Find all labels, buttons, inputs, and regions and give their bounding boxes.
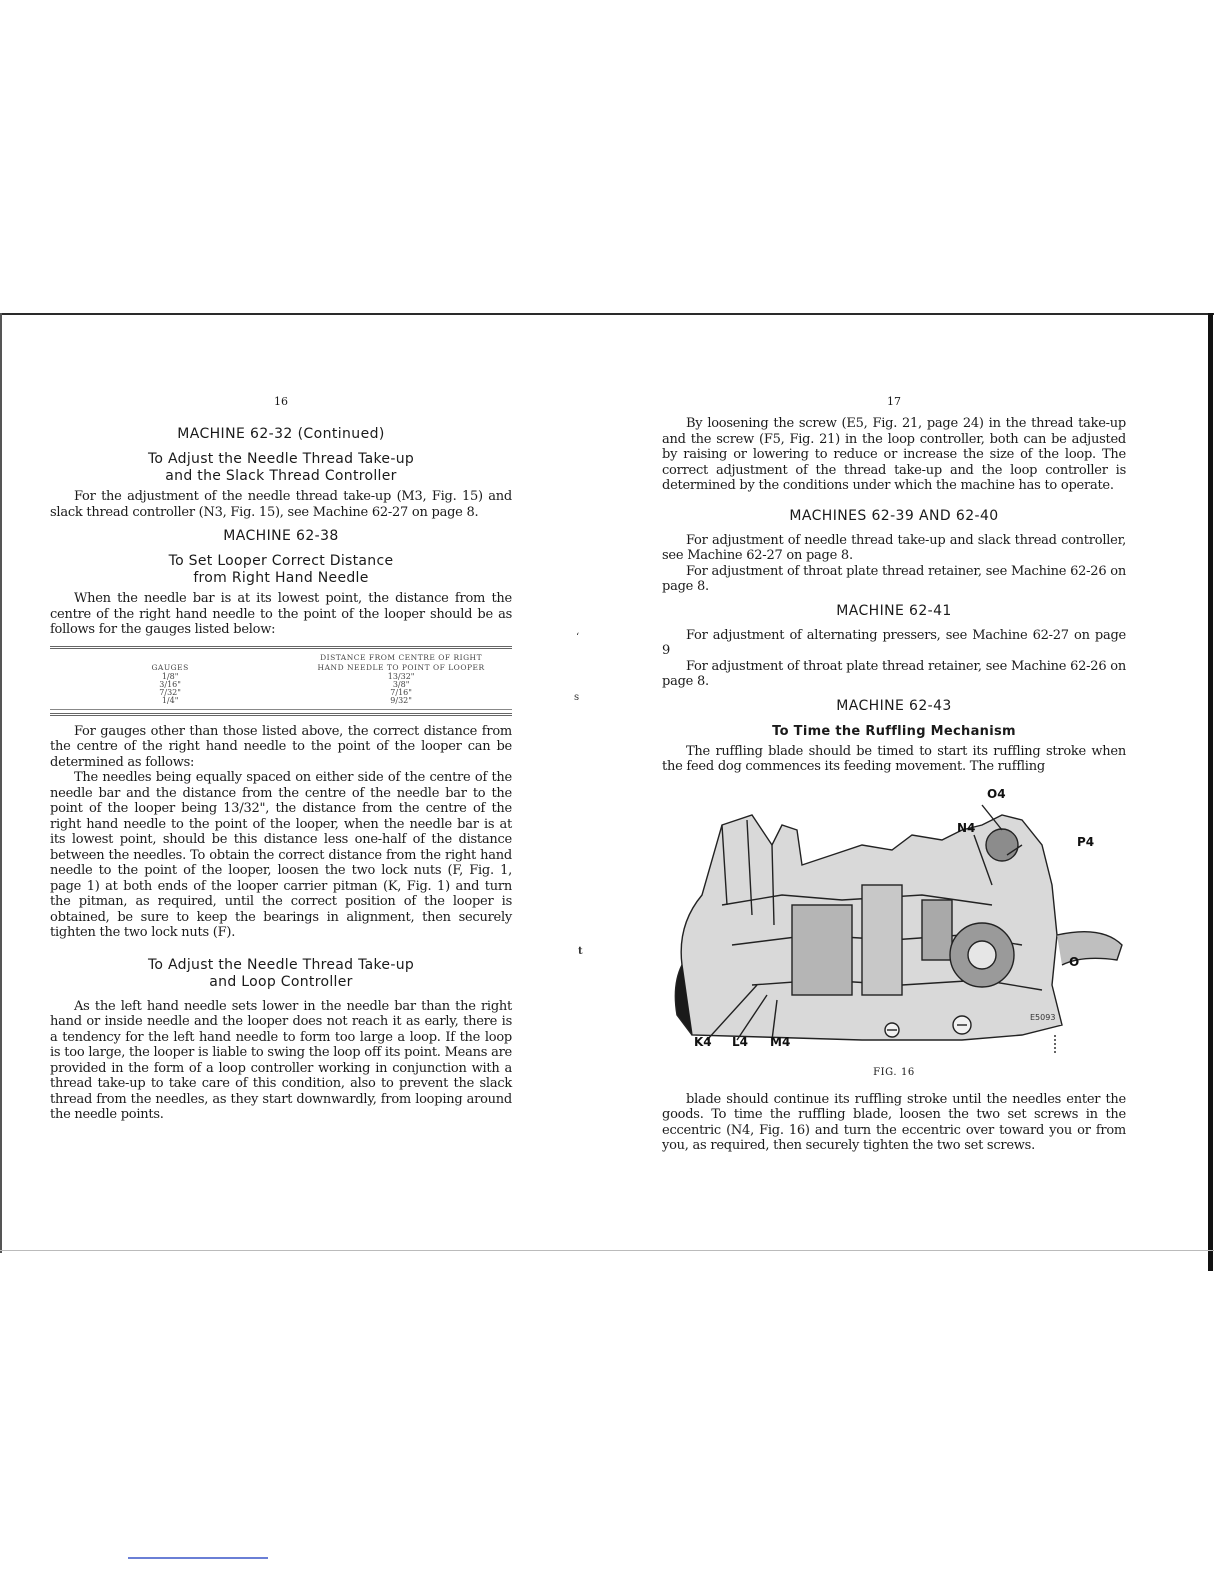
table-cell: 1/4": [161, 695, 179, 705]
machine-figure: [662, 785, 1126, 1065]
figure-code: E5093: [1030, 1012, 1056, 1022]
table-cell: 7/16": [390, 687, 412, 697]
paragraph: The needles being equally spaced on either side of the centre of the needle bar and the distance from the centre of the needle bar to the point of the looper being 13/32", the distance from the centre of the right hand needle to the point of the looper, when the needle bar is at its lowest point, should be this distance less one-half of the distance between the needles. To obtain the correct distance from the right hand needle to the point of the looper, loosen the two lock nuts (F, Fig. 1, page 1) at both ends of the looper carrier pitman (K, Fig. 1) and turn the pitman, as required, until the correct position of the looper is obtained, be sure to keep the bearings in alignment, then securely tighten the two lock nuts (F).: [50, 770, 512, 940]
right-page: [662, 395, 1126, 1154]
bottom-link-underline[interactable]: [128, 1557, 268, 1559]
page-number: 17: [887, 395, 901, 408]
heading-line: and the Slack Thread Controller: [165, 468, 397, 484]
gauge-table: [50, 646, 512, 716]
table-header-distance: [290, 653, 512, 673]
figure-caption: FIG. 16: [873, 1066, 915, 1078]
table-cell: 3/8": [392, 679, 410, 689]
page-number: 16: [274, 395, 288, 408]
paragraph: As the left hand needle sets lower in the needle bar than the right hand or inside needle and the looper does not reach it as early, there is a tendency for the left hand needle to form too large a loop. If the loop is too large, the looper is liable to swing the loop off its point. Means are provided in the form of a loop controller working in conjunction with a thread take-up to take care of this condition, also to prevent the slack thread from the needles, as they start downwardly, from looping around the needle points.: [50, 998, 512, 1122]
label-o4: O4: [987, 786, 1006, 801]
left-page: [50, 395, 512, 1123]
label-p4: P4: [1077, 834, 1095, 849]
label-o: O: [1069, 954, 1080, 969]
subsection-heading: [50, 553, 512, 587]
heading-line: To Adjust the Needle Thread Take-up: [147, 451, 415, 467]
scan-border-left: [0, 313, 2, 1253]
heading-line: from Right Hand Needle: [193, 570, 369, 586]
gutter-mark-1: ‘: [576, 632, 580, 643]
scan-border-top: [0, 313, 1214, 315]
paragraph: By loosening the screw (E5, Fig. 21, page 24) in the thread take-up and the screw (F5, Fig. 21) in the loop controller, both can be adjusted by raising or lowering to reduce or increase the size of the loop. The correct adjustment of the thread take-up and the loop controller is determined by the conditions under which the machine has to operate.: [662, 416, 1126, 493]
table-cell: 9/32": [390, 695, 412, 705]
scan-border-bottom: [0, 1250, 1214, 1251]
subsection-heading: [50, 451, 512, 485]
gutter-mark-2: s: [574, 692, 580, 703]
table-cell: 13/32": [387, 671, 415, 681]
paragraph: When the needle bar is at its lowest point, the distance from the centre of the right hand needle to the point of the looper should be as follows for the gauges listed below:: [50, 591, 512, 637]
paragraph: For the adjustment of the needle thread take-up (M3, Fig. 15) and slack thread controller (N3, Fig. 15), see Machine 62-27 on page 8.: [50, 489, 512, 520]
table-body: [50, 673, 512, 705]
subsection-heading: To Time the Ruffling Mechanism: [772, 723, 1016, 739]
scan-border-right: [1208, 313, 1213, 1271]
sewing-machine-illustration: [662, 785, 1126, 1055]
subsection-heading: [50, 957, 512, 991]
heading-line: and Loop Controller: [209, 973, 353, 990]
header-line: HAND NEEDLE TO POINT OF LOOPER: [317, 662, 485, 672]
label-k4: K4: [694, 1034, 712, 1049]
paragraph: For adjustment of alternating pressers, see Machine 62-27 on page 9: [662, 627, 1126, 658]
table-cell: 3/16": [159, 679, 181, 689]
heading-line: To Set Looper Correct Distance: [168, 553, 394, 569]
table-rule: [50, 709, 512, 710]
heading-line: To Adjust the Needle Thread Take-up: [147, 956, 415, 973]
table-header-row: [50, 653, 512, 673]
table-header-gauges: GAUGES: [151, 662, 189, 672]
paragraph: For gauges other than those listed above, the correct distance from the centre of the right hand needle to the point of the looper can be determined as follows:: [50, 723, 512, 770]
header-line: DISTANCE FROM CENTRE OF RIGHT: [320, 652, 483, 662]
distance-column: [290, 673, 512, 705]
gauge-column: [50, 673, 290, 705]
section-heading: MACHINE 62-41: [836, 602, 952, 619]
gutter-mark-3: t: [578, 946, 583, 957]
label-n4: N4: [957, 820, 976, 835]
paragraph: blade should continue its ruffling stroke until the needles enter the goods. To time the ruffling blade, loosen the two set screws in the eccentric (N4, Fig. 16) and turn the eccentric over toward you or from you, as required, then securely tighten the two set screws.: [662, 1091, 1126, 1153]
section-heading: MACHINE 62-38: [223, 528, 339, 544]
label-m4: M4: [770, 1034, 791, 1049]
table-cell: 1/8": [161, 671, 179, 681]
paragraph: For adjustment of needle thread take-up and slack thread controller, see Machine 62-27 on page 8.: [662, 532, 1126, 563]
section-heading: MACHINE 62-32 (Continued): [177, 426, 385, 442]
label-l4: L4: [732, 1034, 748, 1049]
section-heading: MACHINE 62-43: [836, 697, 952, 714]
table-cell: 7/32": [159, 687, 181, 697]
paragraph: The ruffling blade should be timed to start its ruffling stroke when the feed dog commences its feeding movement. The ruffling: [662, 743, 1126, 774]
paragraph: For adjustment of throat plate thread retainer, see Machine 62-26 on page 8.: [662, 658, 1126, 689]
paragraph: For adjustment of throat plate thread retainer, see Machine 62-26 on page 8.: [662, 563, 1126, 594]
section-heading: MACHINES 62-39 AND 62-40: [789, 507, 999, 524]
